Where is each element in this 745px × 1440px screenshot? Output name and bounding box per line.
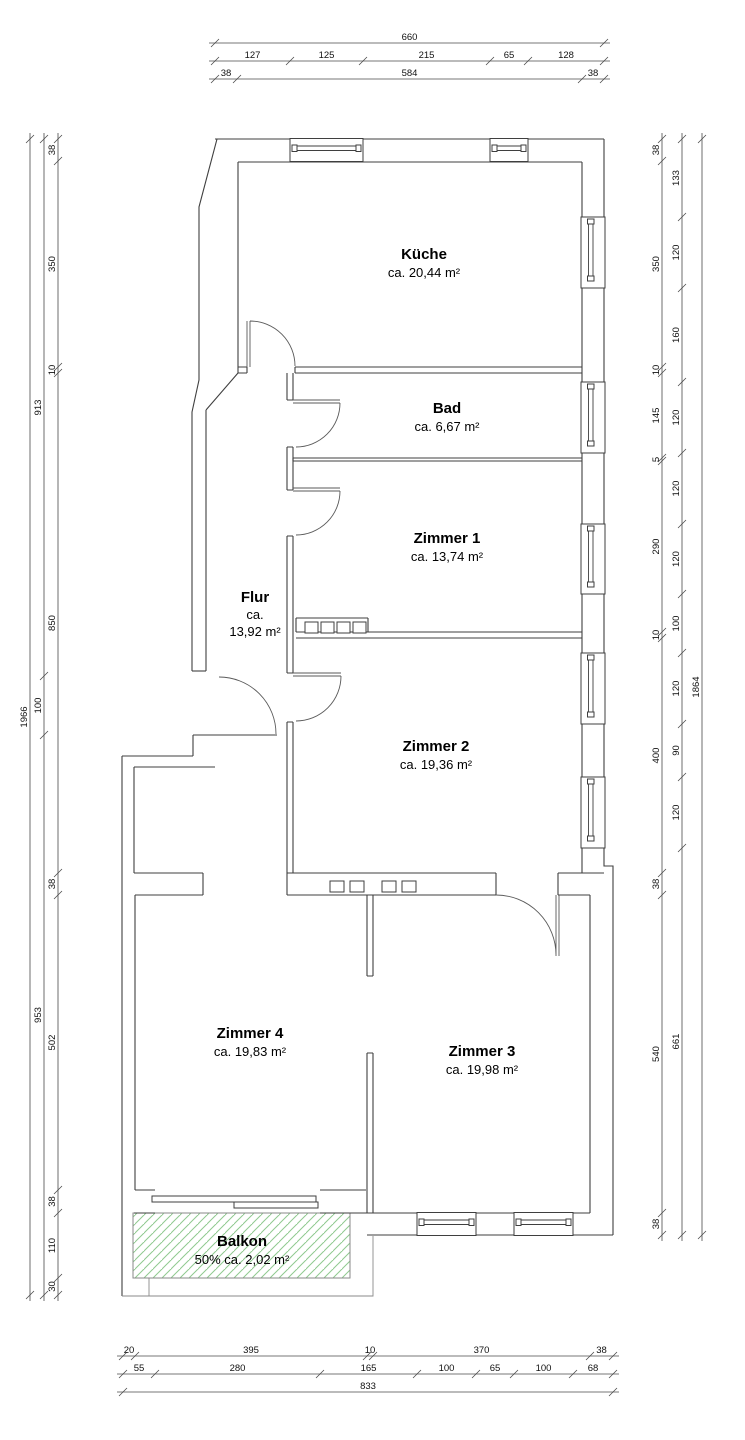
dim-label: 38 <box>651 144 662 156</box>
dim-label: 38 <box>587 68 599 79</box>
dim-label: 30 <box>47 1281 58 1292</box>
door-zimmer2 <box>293 673 341 721</box>
room-name-bad: Bad <box>432 400 462 417</box>
dim-label: 133 <box>671 170 682 186</box>
room-name-zimmer4: Zimmer 4 <box>216 1025 284 1042</box>
dim-label: 661 <box>671 1033 682 1050</box>
dim-label: 100 <box>535 1363 552 1374</box>
dim-label: 660 <box>401 32 418 43</box>
dim-label: 38 <box>220 68 232 79</box>
dim-chain-left-inner <box>47 133 62 1301</box>
room-area-zimmer1: ca. 13,74 m² <box>410 549 484 564</box>
window-zimmer2-right-lower <box>581 777 605 848</box>
dim-label: 10 <box>651 629 662 641</box>
room-area-flur-1: ca. <box>246 607 264 622</box>
window-kueche-top-left <box>290 139 363 162</box>
dim-label: 5 <box>651 456 662 463</box>
dim-label: 833 <box>360 1381 376 1392</box>
dim-label: 100 <box>33 697 44 714</box>
dim-label: 55 <box>133 1363 145 1374</box>
radiator-flur <box>305 622 366 633</box>
room-name-zimmer2: Zimmer 2 <box>402 738 470 755</box>
dim-label: 350 <box>47 256 58 272</box>
dim-label: 20 <box>123 1345 135 1356</box>
dim-label: 1966 <box>19 706 30 728</box>
dim-label: 38 <box>47 144 58 156</box>
dim-chain-top-total <box>209 32 610 47</box>
window-kueche-right <box>581 217 605 288</box>
door-bad <box>293 400 340 447</box>
dim-label: 502 <box>47 1034 58 1051</box>
dim-chain-left-middle <box>33 133 48 1301</box>
window-bad-right <box>581 382 605 453</box>
dim-label: 280 <box>229 1363 246 1374</box>
room-name-flur: Flur <box>240 589 270 606</box>
wall-left-lower-inner <box>134 767 135 1190</box>
wall-left-upper-outer <box>192 139 217 671</box>
dim-label: 38 <box>651 878 662 890</box>
dim-label: 38 <box>47 878 58 890</box>
dim-chain-bottom-middle <box>117 1363 619 1378</box>
dim-label: 65 <box>503 50 515 61</box>
dim-label: 38 <box>651 1218 662 1230</box>
room-labels <box>195 246 519 1267</box>
wall-hall-step <box>122 735 277 767</box>
dim-label: 1864 <box>691 676 702 698</box>
dim-label: 120 <box>671 804 682 821</box>
room-name-zimmer1: Zimmer 1 <box>413 530 481 547</box>
dim-chain-left-total <box>19 133 34 1301</box>
dim-label: 400 <box>651 747 662 764</box>
window-zimmer2-right-upper <box>581 653 605 724</box>
dim-label: 127 <box>244 50 261 61</box>
door-zimmer1 <box>293 488 340 535</box>
dim-label: 65 <box>489 1363 501 1374</box>
radiator-zimmer3 <box>382 881 416 892</box>
dim-chain-right-middle <box>671 133 686 1241</box>
dim-label: 584 <box>401 68 418 79</box>
dim-label: 10 <box>47 364 58 376</box>
dim-label: 125 <box>318 50 335 61</box>
window-zimmer3-bottom-left <box>417 1213 476 1236</box>
dim-label: 395 <box>243 1345 259 1356</box>
dim-chain-bottom-upper <box>117 1345 619 1360</box>
dim-label: 100 <box>438 1363 455 1374</box>
room-area-zimmer2: ca. 19,36 m² <box>399 757 473 772</box>
room-name-balkon: Balkon <box>216 1233 268 1250</box>
wall-z4-top <box>134 873 203 895</box>
dim-label: 120 <box>671 680 682 697</box>
dim-label: 370 <box>473 1345 490 1356</box>
window-kueche-top-right <box>490 139 528 162</box>
door-zimmer3 <box>496 895 559 956</box>
room-area-kueche: ca. 20,44 m² <box>387 265 461 280</box>
room-area-bad: ca. 6,67 m² <box>414 419 480 434</box>
dim-label: 10 <box>364 1345 376 1356</box>
dim-label: 540 <box>651 1046 662 1062</box>
dim-chain-bottom-total <box>117 1381 619 1396</box>
wall-z4-z3-partition <box>367 895 373 1213</box>
dim-chain-right-inner <box>651 133 666 1241</box>
window-zimmer3-bottom-right <box>514 1213 573 1236</box>
dim-label: 215 <box>418 50 435 61</box>
dim-label: 120 <box>671 244 682 261</box>
dim-label: 90 <box>671 745 682 756</box>
dim-label: 145 <box>651 407 662 424</box>
dim-chain-top-segments <box>209 50 610 65</box>
wall-kueche-bad-partition <box>238 367 582 373</box>
room-name-zimmer3: Zimmer 3 <box>448 1043 516 1060</box>
dim-label: 120 <box>671 480 682 497</box>
dim-label: 160 <box>671 327 682 343</box>
walls <box>122 139 613 1296</box>
dim-label: 68 <box>587 1363 599 1374</box>
dim-label: 110 <box>47 1237 58 1254</box>
door-kueche <box>247 321 295 367</box>
radiator-zimmer4 <box>330 881 364 892</box>
dim-label: 38 <box>47 1196 58 1207</box>
dim-label: 165 <box>360 1363 377 1374</box>
dim-label: 38 <box>596 1345 607 1356</box>
dim-label: 953 <box>33 1007 44 1023</box>
wall-bad-z1-partition <box>293 458 582 461</box>
room-area-zimmer3: ca. 19,98 m² <box>445 1062 519 1077</box>
door-flur <box>219 677 276 734</box>
room-name-kueche: Küche <box>401 246 447 263</box>
room-area-zimmer4: ca. 19,83 m² <box>213 1044 287 1059</box>
dim-label: 120 <box>671 409 682 426</box>
wall-flur-partition-caps <box>287 400 293 722</box>
balcony-sliding-door <box>152 1196 318 1208</box>
window-zimmer1-right <box>581 524 605 594</box>
dim-label: 100 <box>671 615 682 632</box>
dim-label: 850 <box>47 615 58 631</box>
dim-label: 128 <box>558 50 574 61</box>
room-area-flur-2: 13,92 m² <box>229 624 281 639</box>
dim-label: 120 <box>671 551 682 567</box>
dim-chain-right-total <box>691 133 706 1241</box>
dim-label: 10 <box>651 364 662 376</box>
room-area-balkon: 50% ca. 2,02 m² <box>194 1252 290 1267</box>
dim-label: 350 <box>651 256 662 272</box>
dim-chain-top-inner <box>209 68 610 83</box>
dim-label: 913 <box>33 399 44 416</box>
dim-label: 290 <box>651 538 662 555</box>
